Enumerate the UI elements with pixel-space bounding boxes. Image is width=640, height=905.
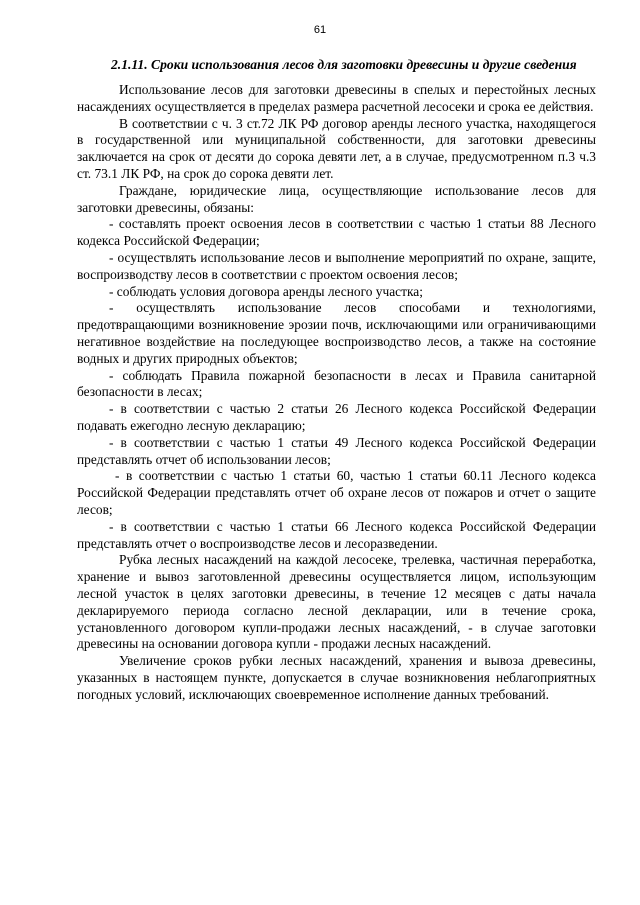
paragraph-use-of-forests: Использование лесов для заготовки древесины в спелых и перестойных лесных насаждениях осуществляется в пределах размера расчетной лесосеки и срока ее действия.: [77, 82, 596, 114]
page-number: 61: [313, 24, 327, 36]
list-item: - в соответствии с частью 2 статьи 26 Лесного кодекса Российской Федерации подавать ежегодно лесную декларацию;: [77, 401, 596, 433]
list-item: - осуществлять использование лесов способами и технологиями, предотвращающими возникновение эрозии почв, исключающими или ограничивающими негативное воздействие на последующее воспроизводство лесов, а также на состояние водных и других природных объектов;: [77, 300, 596, 366]
paragraph-lease-term: В соответствии с ч. 3 ст.72 ЛК РФ договор аренды лесного участка, находящегося в государственной или муниципальной собственности, для заготовки древесины заключается на срок от десяти до сорока девяти лет, а в случае, предусмотренном п.3 ч.3 ст. 73.1 ЛК РФ, на срок до сорока девяти лет.: [77, 115, 596, 181]
list-item: - соблюдать Правила пожарной безопасности в лесах и Правила санитарной безопасности в лесах;: [77, 367, 596, 400]
list-item: - составлять проект освоения лесов в соответствии с частью 1 статьи 88 Лесного кодекса Российской Федерации;: [77, 216, 596, 249]
list-item: - соблюдать условия договора аренды лесного участка;: [109, 283, 423, 299]
document-body: [77, 56, 596, 703]
list-item: - осуществлять использование лесов и выполнение мероприятий по охране, защите, воспроизводству лесов в соответствии с проектом освоения лесов;: [77, 249, 596, 282]
paragraph-logging-period: Рубка лесных насаждений на каждой лесосеке, трелевка, частичная переработка, хранение и вывоз заготовленной древесины осуществляется лицом, использующим лесной участок в целях заготовки древесины, в течение 12 месяцев с даты начала декларируемого периода согласно лесной декларации, или в течение срока, установленного договором купли-продажи лесных насаждений, - в случае заготовки древесины на основании договора купли - продажи лесных насаждений.: [77, 552, 596, 652]
paragraph-extension: Увеличение сроков рубки лесных насаждений, хранения и вывоза древесины, указанных в настоящем пункте, допускается в случае возникновения неблагоприятных погодных условий, исключающих своевременное исполнение данных требований.: [77, 653, 596, 702]
section-heading: 2.1.11. Сроки использования лесов для заготовки древесины и другие сведения: [111, 57, 577, 72]
list-item: - в соответствии с частью 1 статьи 66 Лесного кодекса Российской Федерации представлять отчет о воспроизводстве лесов и лесоразведении.: [77, 518, 596, 551]
list-item: - в соответствии с частью 1 статьи 60, частью 1 статьи 60.11 Лесного кодекса Российской Федерации представлять отчет об охране лесов от пожаров и отчет о защите лесов;: [77, 468, 596, 517]
paragraph-obligations-intro: Граждане, юридические лица, осуществляющие использование лесов для заготовки древесины, обязаны:: [77, 182, 596, 215]
list-item: - в соответствии с частью 1 статьи 49 Лесного кодекса Российской Федерации представлять отчет об использовании лесов;: [77, 434, 596, 467]
